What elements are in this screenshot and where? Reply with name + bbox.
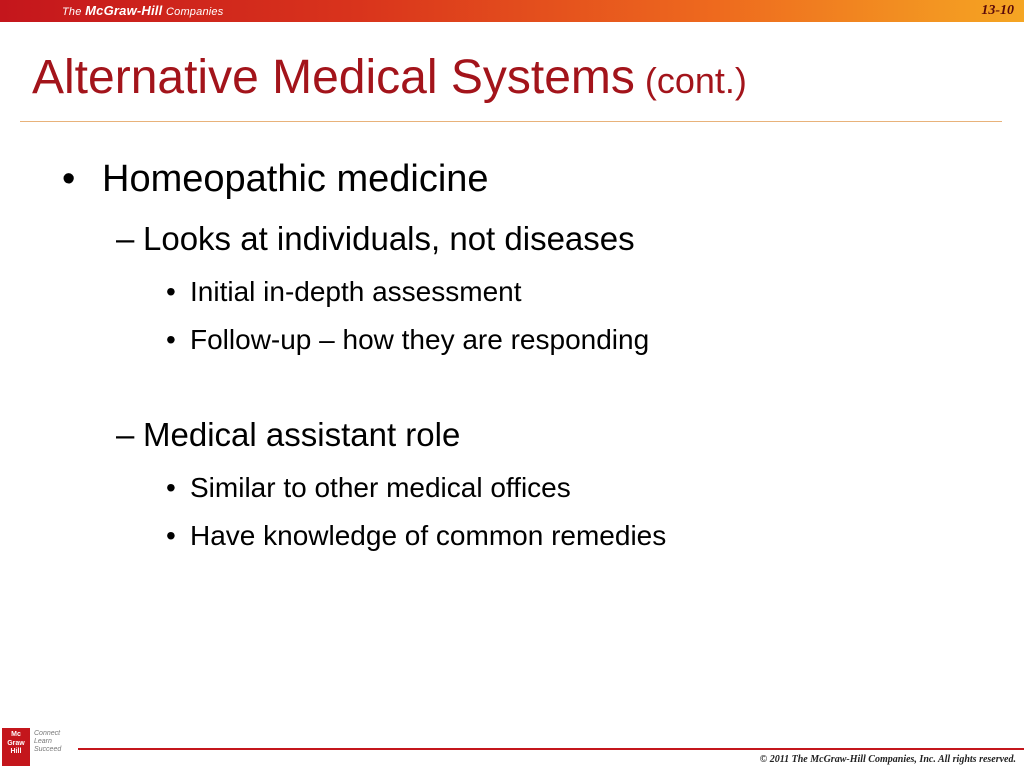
bullet-marker: •: [166, 520, 176, 551]
bullet-level3: [166, 276, 522, 308]
bullet-text: Have knowledge of common remedies: [190, 520, 667, 551]
dash-marker: –: [116, 416, 135, 453]
bullet-level3: [166, 472, 571, 504]
logo-tagline: [34, 730, 61, 754]
logo-line: Hill: [10, 748, 22, 755]
dash-marker: –: [116, 220, 135, 257]
brand-name: McGraw-Hill: [85, 3, 163, 18]
bullet-level2: [116, 220, 635, 258]
brand-companies: Companies: [165, 6, 224, 18]
bullet-level3: [166, 324, 649, 356]
bullet-level3: [166, 520, 666, 552]
mcgraw-hill-logo: [2, 728, 30, 766]
tagline-line: Learn: [34, 738, 52, 745]
bullet-level2: [116, 416, 460, 454]
brand-the: The: [62, 6, 82, 18]
bullet-marker: •: [166, 276, 176, 307]
tagline-line: Succeed: [34, 746, 62, 753]
bullet-level1: [62, 158, 489, 201]
logo-line: Graw: [7, 739, 25, 747]
footer-divider: [78, 748, 1024, 750]
title-main: Alternative Medical Systems: [32, 51, 635, 104]
bullet-marker: •: [62, 158, 76, 200]
bullet-text: Looks at individuals, not diseases: [143, 220, 635, 257]
logo-line: Mc: [11, 731, 21, 738]
bullet-marker: •: [166, 472, 176, 503]
copyright-notice: © 2011 The McGraw-Hill Companies, Inc. All rights reserved.: [759, 754, 1016, 765]
slide-number: 13-10: [981, 3, 1014, 18]
bullet-text: Medical assistant role: [143, 416, 461, 453]
bullet-text: Initial in-depth assessment: [190, 276, 522, 307]
bullet-text: Similar to other medical offices: [190, 472, 571, 503]
bullet-text: Homeopathic medicine: [102, 158, 489, 200]
bullet-marker: •: [166, 324, 176, 355]
title-suffix: (cont.): [644, 60, 747, 101]
bullet-text: Follow-up – how they are responding: [190, 324, 650, 355]
tagline-line: Connect: [34, 730, 61, 737]
